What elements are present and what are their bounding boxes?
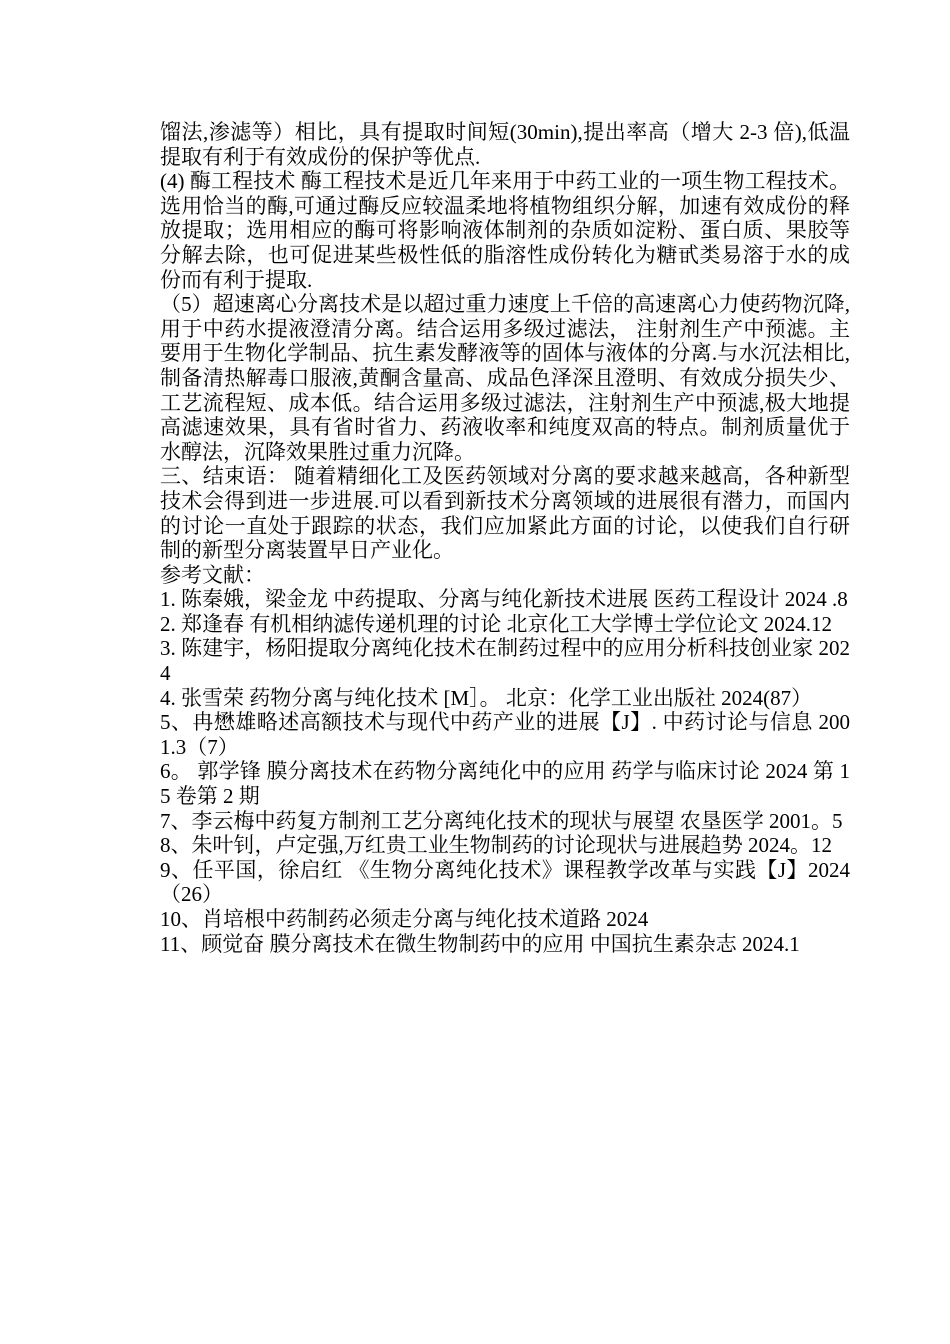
reference-item: 3. 陈建宇，杨阳提取分离纯化技术在制药过程中的应用分析科技创业家 2024 xyxy=(160,636,850,686)
paragraph-distillation-comparison: 馏法,渗滤等）相比，具有提取时间短(30min),提出率高（增大 2-3 倍),低温提取有利于有效成份的保护等优点. xyxy=(160,120,850,169)
reference-item: 9、任平国，徐启红 《生物分离纯化技术》课程教学改革与实践【J】2024（26） xyxy=(160,857,850,907)
paragraph-ultracentrifugation: （5）超速离心分离技术是以超过重力速度上千倍的高速离心力使药物沉降,用于中药水提液澄清分离。结合运用多级过滤法， 注射剂生产中预滤。主要用于生物化学制品、抗生素发酵液等的固体与液体的分离.与水沉法相比,制备清热解毒口服液,黄酮含量高、成品色泽深且澄明、有效成分损失少、工艺流程短、成本低。结合运用多级过滤法，注射剂生产中预滤,极大地提高滤速效果，具有省时省力、药液收率和纯度双高的特点。制剂质量优于水醇法，沉降效果胜过重力沉降。 xyxy=(160,292,850,464)
reference-item: 4. 张雪荣 药物分离与纯化技术 [M］。 北京：化学工业出版社 2024(87） xyxy=(160,685,813,710)
reference-item: 2. 郑逢春 有机相纳滤传递机理的讨论 北京化工大学博士学位论文 2024.12 xyxy=(160,611,832,636)
paragraph-enzyme-engineering: (4) 酶工程技术 酶工程技术是近几年来用于中药工业的一项生物工程技术。选用恰当的酶,可通过酶反应较温柔地将植物组织分解，加速有效成份的释放提取；选用相应的酶可将影响液体制剂的杂质如淀粉、蛋白质、果胶等分解去除，也可促进某些极性低的脂溶性成份转化为糖甙类易溶于水的成份而有利于提取. xyxy=(160,169,850,292)
reference-item: 5、冉懋雄略述高额技术与现代中药产业的进展【J】. 中药讨论与信息 2001.3（7） xyxy=(160,710,850,759)
reference-item: 10、肖培根中药制药必须走分离与纯化技术道路 2024 xyxy=(160,907,649,931)
reference-item: 8、朱叶钊，卢定强,万红贵工业生物制药的讨论现状与进展趋势 2024。12 xyxy=(160,833,832,858)
references-heading: 参考文献： xyxy=(160,562,265,587)
document-page xyxy=(160,120,850,956)
reference-list xyxy=(160,587,850,956)
reference-item: 11、顾觉奋 膜分离技术在微生物制药中的应用 中国抗生素杂志 2024.1 xyxy=(160,931,800,956)
reference-item: 6。 郭学锋 膜分离技术在药物分离纯化中的应用 药学与临床讨论 2024 第 15 卷第 2 期 xyxy=(160,759,850,809)
paragraph-conclusion: 三、结束语： 随着精细化工及医药领域对分离的要求越来越高，各种新型技术会得到进一步进展.可以看到新技术分离领域的进展很有潜力，而国内的讨论一直处于跟踪的状态，我们应加紧此方面的讨论，以使我们自行研制的新型分离装置早日产业化。 xyxy=(160,464,850,563)
reference-item: 1. 陈秦娥，梁金龙 中药提取、分离与纯化新技术进展 医药工程设计 2024 .8 xyxy=(160,587,848,612)
reference-item: 7、李云梅中药复方制剂工艺分离纯化技术的现状与展望 农垦医学 2001。5 xyxy=(160,808,843,833)
